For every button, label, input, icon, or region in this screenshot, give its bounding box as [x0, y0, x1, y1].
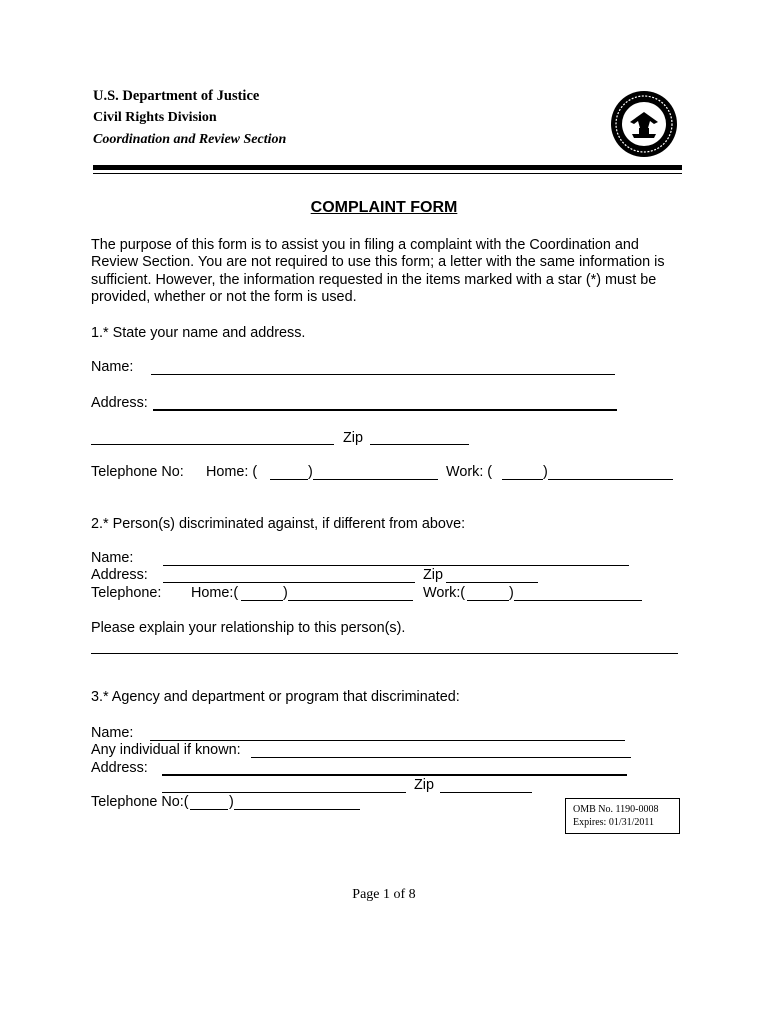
- form-title: COMPLAINT FORM: [310, 199, 458, 216]
- section2-work-paren: ): [509, 585, 514, 601]
- section3-address-label: Address:: [91, 760, 148, 776]
- section1-address-line2-field[interactable]: [91, 444, 334, 445]
- section3-telephone-paren: ): [229, 794, 234, 810]
- omb-box: [565, 798, 680, 834]
- header-rule-thin: [93, 173, 682, 174]
- section2-relationship-field[interactable]: [91, 653, 678, 654]
- section1-name-label: Name:: [91, 359, 134, 375]
- section2-work-label: Work:(: [423, 585, 466, 601]
- section2-relationship-prompt: Please explain your relationship to this person(s).: [91, 620, 406, 636]
- section3-telephone-label: Telephone No:(: [91, 794, 189, 810]
- section-name: Coordination and Review Section: [93, 132, 287, 147]
- section1-work-label: Work: (: [446, 464, 493, 480]
- section3-name-field[interactable]: [150, 740, 625, 741]
- section3-individual-field[interactable]: [251, 757, 631, 758]
- section3-telephone-field[interactable]: [234, 809, 360, 810]
- section1-work-paren: ): [543, 464, 548, 480]
- omb-number: OMB No. 1190-0008: [573, 804, 659, 815]
- section2-zip-label: Zip: [423, 567, 443, 583]
- section1-address-field[interactable]: [153, 409, 617, 411]
- section3-area-code-field[interactable]: [190, 809, 228, 810]
- section3-address-line2-field[interactable]: [162, 792, 406, 793]
- section1-zip-field[interactable]: [370, 444, 469, 445]
- section1-work-area-code-field[interactable]: [502, 479, 543, 480]
- section3-zip-label: Zip: [414, 777, 434, 793]
- section1-name-field[interactable]: [151, 374, 615, 375]
- section2-work-phone-field[interactable]: [514, 600, 642, 601]
- omb-expires: Expires: 01/31/2011: [573, 817, 655, 828]
- header-rule-thick: [93, 165, 682, 170]
- section2-telephone-label: Telephone:: [91, 585, 162, 601]
- section3-address-field[interactable]: [162, 774, 627, 776]
- section2-address-label: Address:: [91, 567, 148, 583]
- intro-paragraph: The purpose of this form is to assist you in filing a complaint with the Coordination and Review Section. You are not required to use this form; a letter with the same information is sufficient. However, the information requested in the items marked with a star (*) must be provided, whether or not the form is used.: [91, 237, 665, 306]
- section3-individual-label: Any individual if known:: [91, 742, 241, 758]
- section3-name-label: Name:: [91, 725, 134, 741]
- section1-home-paren: ): [308, 464, 313, 480]
- section1-work-phone-field[interactable]: [548, 479, 673, 480]
- section2-home-area-code-field[interactable]: [241, 600, 283, 601]
- section2-heading: 2.* Person(s) discriminated against, if different from above:: [91, 516, 466, 532]
- section1-heading: 1.* State your name and address.: [91, 325, 306, 341]
- section2-home-paren: ): [283, 585, 288, 601]
- section2-name-label: Name:: [91, 550, 134, 566]
- section2-zip-field[interactable]: [446, 582, 538, 583]
- department-name: U.S. Department of Justice: [93, 88, 260, 104]
- section1-home-area-code-field[interactable]: [270, 479, 308, 480]
- section2-home-phone-field[interactable]: [288, 600, 413, 601]
- section1-zip-label: Zip: [343, 430, 363, 446]
- section2-work-area-code-field[interactable]: [467, 600, 509, 601]
- doj-seal-icon: [610, 90, 678, 158]
- section1-home-label: Home: (: [206, 464, 258, 480]
- section1-address-label: Address:: [91, 395, 148, 411]
- section3-zip-field[interactable]: [440, 792, 532, 793]
- section1-home-phone-field[interactable]: [313, 479, 438, 480]
- division-name: Civil Rights Division: [93, 110, 217, 125]
- section2-home-label: Home:(: [191, 585, 239, 601]
- section2-name-field[interactable]: [163, 565, 629, 566]
- section1-telephone-label: Telephone No:: [91, 464, 184, 480]
- page-number: Page 1 of 8: [352, 887, 416, 902]
- section2-address-field[interactable]: [163, 582, 415, 583]
- section3-heading: 3.* Agency and department or program that discriminated:: [91, 689, 460, 705]
